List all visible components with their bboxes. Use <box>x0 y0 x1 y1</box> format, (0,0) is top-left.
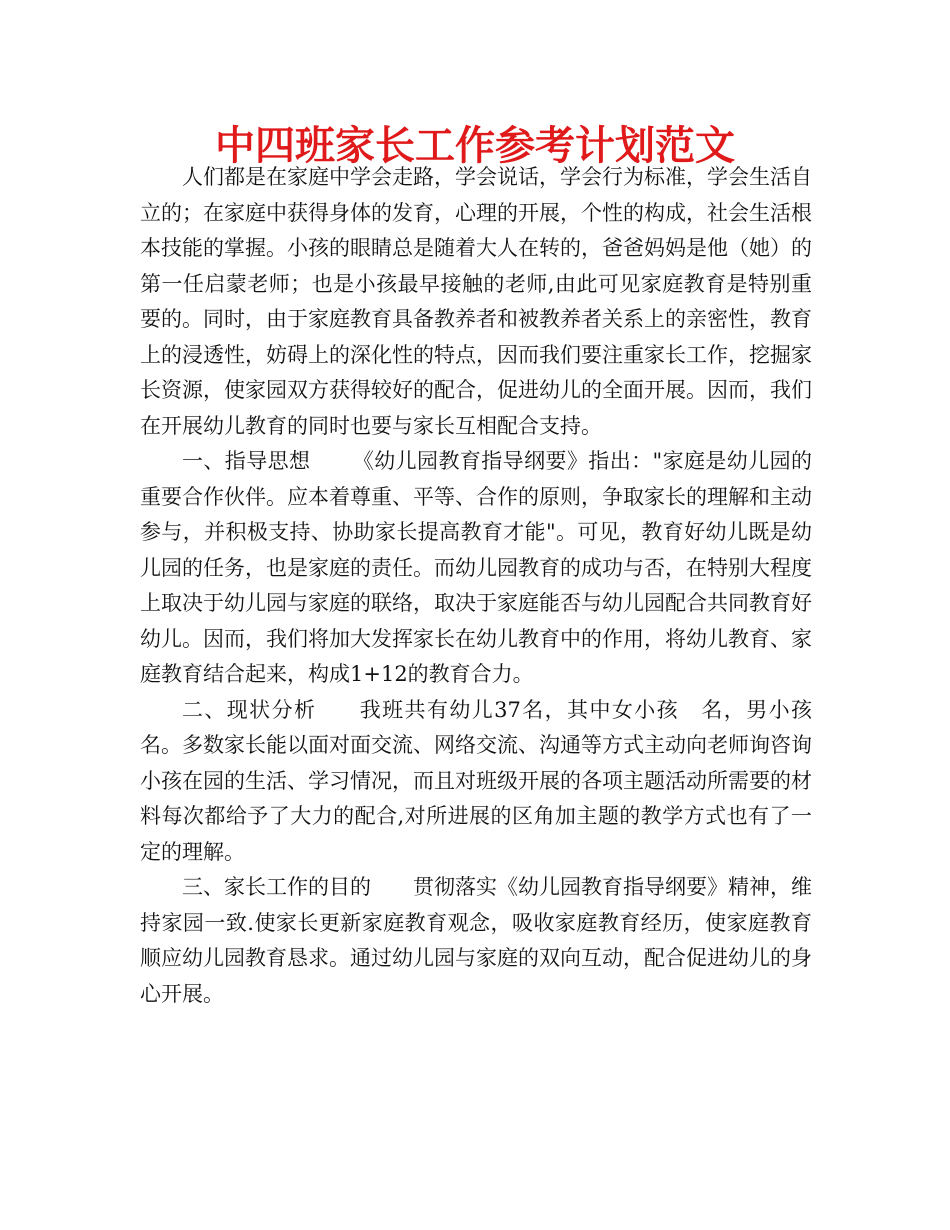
document-body <box>140 160 833 1012</box>
intro-paragraph: 人们都是在家庭中学会走路，学会说话，学会行为标准，学会生活自立的；在家庭中获得身体的发育，心理的开展，个性的构成，社会生活根本技能的掌握。小孩的眼睛总是随着大人在转的，爸爸妈妈是他（她）的第一任启蒙老师；也是小孩最早接触的老师,由此可见家庭教育是特别重要的。同时，由于家庭教育具备教养者和被教养者关系上的亲密性，教育上的浸透性，妨碍上的深化性的特点，因而我们要注重家长工作，挖掘家长资源，使家园双方获得较好的配合，促进幼儿的全面开展。因而，我们在开展幼儿教育的同时也要与家长互相配合支持。 <box>140 165 812 438</box>
section-goals <box>140 870 812 1012</box>
section-heading: 二、现状分析 <box>182 697 317 722</box>
section-text: 《幼儿园教育指导纲要》指出："家庭是幼儿园的重要合作伙伴。应本着尊重、平等、合作的原则，争取家长的理解和主动参与，并积极支持、协助家长提高教育才能"。可见，教育好幼儿既是幼儿园的任务，也是家庭的责任。而幼儿园教育的成功与否，在特别大程度上取决于幼儿园与家庭的联络，取决于家庭能否与幼儿园配合共同教育好幼儿。因而，我们将加大发挥家长在幼儿教育中的作用，将幼儿教育、家庭教育结合起来，构成1+12的教育合力。 <box>140 449 812 686</box>
section-heading: 三、家长工作的目的 <box>182 875 371 899</box>
section-text: 我班共有幼儿37名，其中女小孩 名，男小孩 名。多数家长能以面对面交流、网络交流、沟通等方式主动向老师询咨询小孩在园的生活、学习情况，而且对班级开展的各项主题活动所需要的材料每次都给予了大力的配合,对所进展的区角加主题的教学方式也有了一定的理解。 <box>140 697 833 864</box>
section-guiding-thought <box>140 444 812 693</box>
document-title: 中四班家长工作参考计划范文 <box>215 123 735 169</box>
section-current-status <box>140 693 833 871</box>
section-text: 贯彻落实《幼儿园教育指导纲要》精神，维持家园一致.使家长更新家庭教育观念，吸收家庭教育经历，使家庭教育顺应幼儿园教育恳求。通过幼儿园与家庭的双向互动，配合促进幼儿的身心开展。 <box>140 875 812 1006</box>
section-heading: 一、指导思想 <box>182 449 311 473</box>
